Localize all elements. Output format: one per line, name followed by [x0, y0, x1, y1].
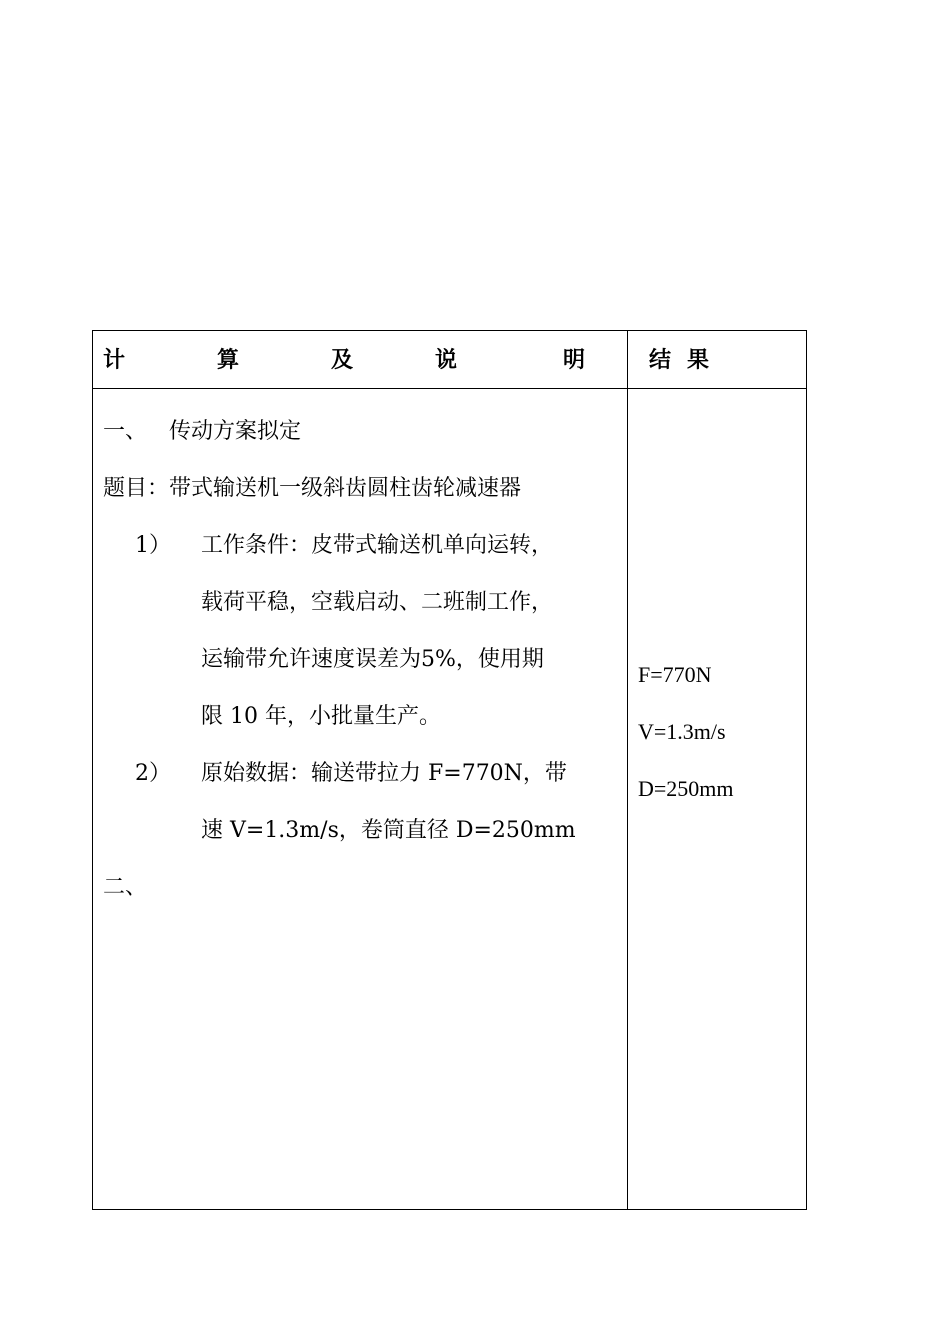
header-char-shuo: 说 [435, 347, 458, 373]
item-1-line-3 [103, 631, 623, 688]
item-2-text: 原始数据：输送带拉力 F=770N，带 [201, 761, 567, 786]
column-divider [627, 331, 628, 1209]
header-char-suan: 算 [217, 347, 240, 373]
header-char-ming: 明 [563, 347, 586, 373]
header-char-guo: 果 [687, 347, 710, 373]
section-heading [103, 403, 623, 460]
section-number: 一、 [103, 419, 148, 444]
item-1-number: 1） [135, 533, 171, 558]
results-cell [638, 646, 734, 817]
topic-line [103, 460, 623, 517]
item-1-line-1 [103, 517, 623, 574]
item-2-line-1 [103, 745, 623, 802]
topic-text: 题目：带式输送机一级斜齿圆柱齿轮减速器 [103, 476, 522, 501]
header-char-ji2: 及 [331, 347, 354, 373]
item-1-text: 载荷平稳，空载启动、二班制工作， [201, 590, 554, 615]
description-cell [103, 403, 623, 916]
header-row-divider [93, 388, 806, 389]
section-2-heading [103, 859, 623, 916]
calculation-table [92, 330, 807, 1210]
section-title: 传动方案拟定 [169, 419, 302, 444]
header-char-ji: 计 [103, 347, 126, 373]
item-2-line-2 [103, 802, 623, 859]
item-1-text: 工作条件：皮带式输送机单向运转， [201, 533, 554, 558]
result-diameter: D=250mm [638, 776, 734, 801]
header-char-jie: 结 [649, 347, 672, 373]
item-1-text: 运输带允许速度误差为5%，使用期 [201, 647, 544, 672]
item-2-text: 速 V=1.3m/s，卷筒直径 D=250mm [201, 818, 576, 843]
result-force: F=770N [638, 662, 712, 687]
item-1-text: 限 10 年，小批量生产。 [201, 704, 441, 729]
item-1-line-4 [103, 688, 623, 745]
item-1-line-2 [103, 574, 623, 631]
section-number: 二、 [103, 875, 148, 900]
result-velocity: V=1.3m/s [638, 719, 726, 744]
item-2-number: 2） [135, 761, 171, 786]
